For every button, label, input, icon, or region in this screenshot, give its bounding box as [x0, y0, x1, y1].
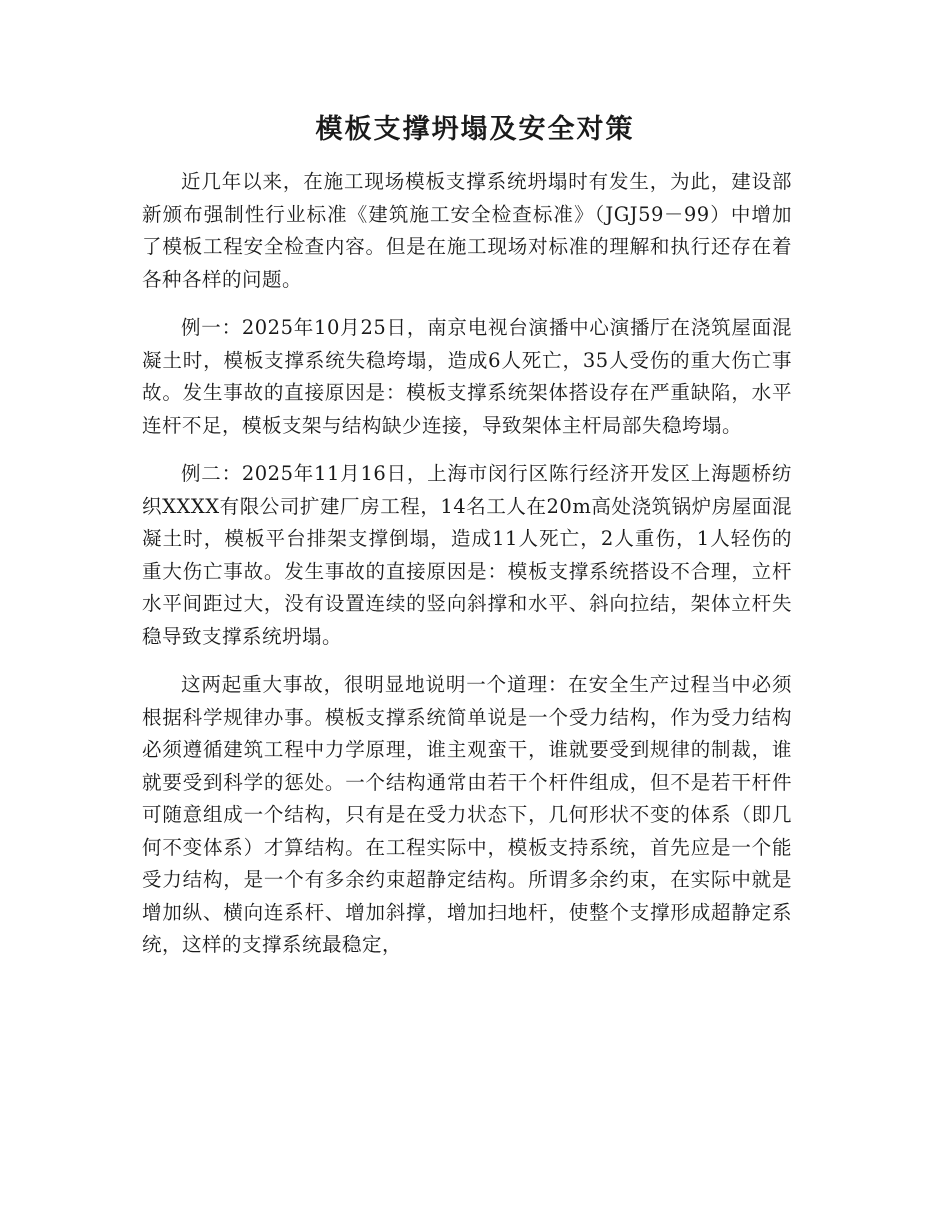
paragraph-example-one: 例一：2025年10月25日，南京电视台演播中心演播厅在浇筑屋面混凝土时，模板支撑系统失稳垮塌，造成6人死亡，35人受伤的重大伤亡事故。发生事故的直接原因是：模板支撑系统架体搭设存在严重缺陷，水平连杆不足，模板支架与结构缺少连接，导致架体主杆局部失稳垮塌。 [142, 316, 792, 437]
document-title: 模板支撑坍塌及安全对策 [315, 114, 635, 145]
paragraph-example-two: 例二：2025年11月16日，上海市闵行区陈行经济开发区上海题桥纺织XXXX有限公司扩建厂房工程，14名工人在20m高处浇筑锅炉房屋面混凝土时，模板平台排架支撑倒塌，造成11人死亡，2人重伤，1人轻伤的重大伤亡事故。发生事故的直接原因是：模板支撑系统搭设不合理，立杆水平间距过大，没有设置连续的竖向斜撑和水平、斜向拉结，架体立杆失稳导致支撑系统坍塌。 [142, 462, 792, 648]
document-body [142, 166, 792, 978]
paragraph-intro: 近几年以来，在施工现场模板支撑系统坍塌时有发生，为此，建设部新颁布强制性行业标准《建筑施工安全检查标准》（JGJ59－99）中增加了模板工程安全检查内容。但是在施工现场对标准的理解和执行还存在着各种各样的问题。 [142, 170, 792, 291]
paragraph-analysis: 这两起重大事故，很明显地说明一个道理：在安全生产过程当中必须根据科学规律办事。模板支撑系统简单说是一个受力结构，作为受力结构必须遵循建筑工程中力学原理，谁主观蛮干，谁就要受到规律的制裁，谁就要受到科学的惩处。一个结构通常由若干个杆件组成，但不是若干杆件可随意组成一个结构，只有是在受力状态下，几何形状不变的体系（即几何不变体系）才算结构。在工程实际中，模板支持系统，首先应是一个能受力结构，是一个有多余约束超静定结构。所谓多余约束，在实际中就是增加纵、横向连系杆、增加斜撑，增加扫地杆，使整个支撑形成超静定系统，这样的支撑系统最稳定， [142, 673, 792, 956]
